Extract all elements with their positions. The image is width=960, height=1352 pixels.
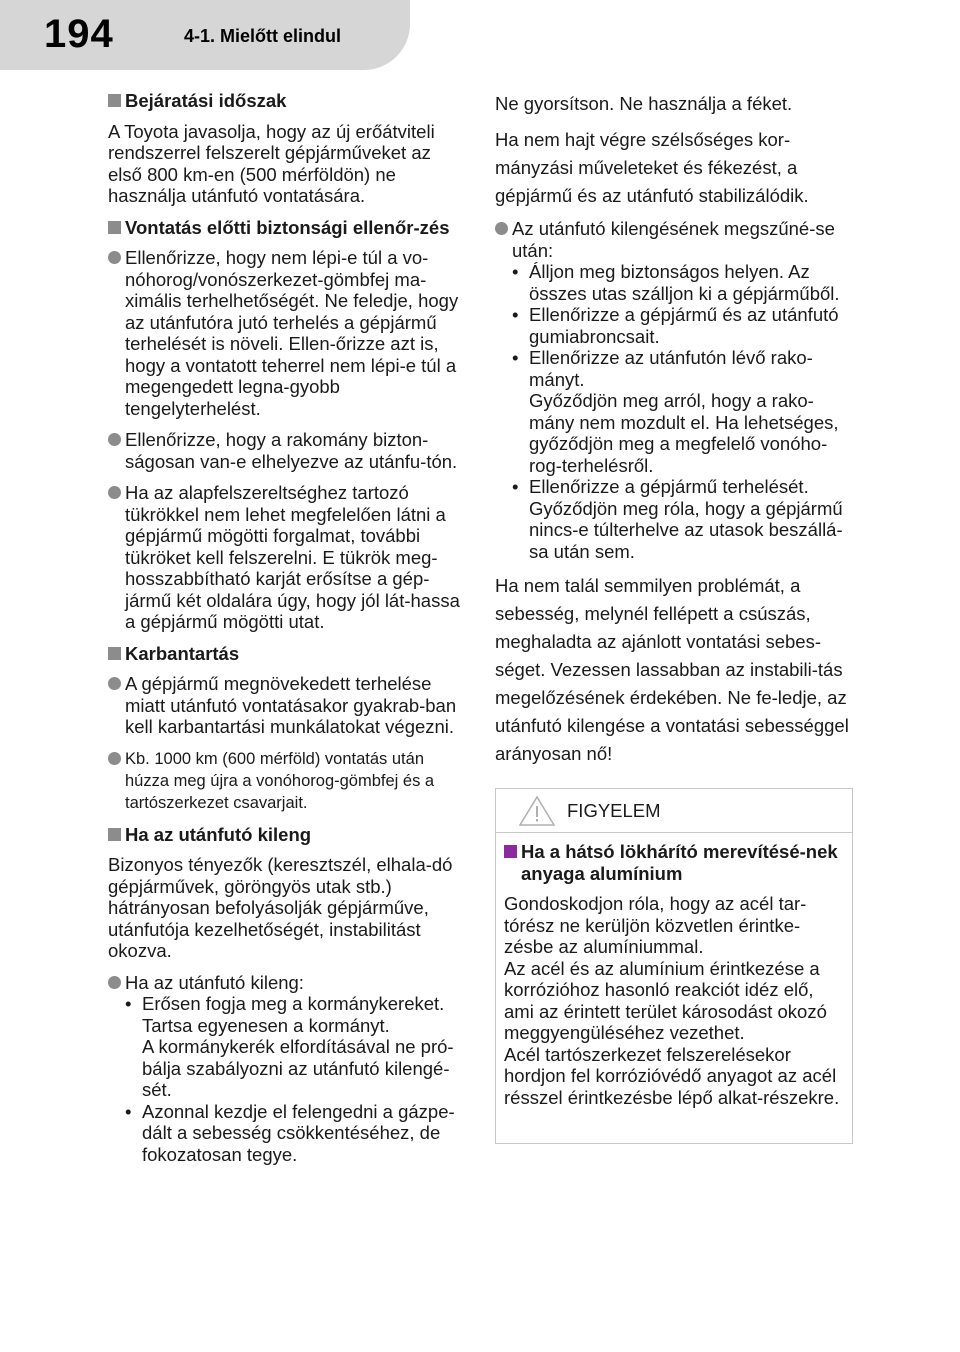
left-column	[108, 90, 466, 1165]
paragraph-speed-conclusion: Ha nem talál semmilyen problémát, a sebesség, melynél fellépett a csúszás, meghaladta az ajánlott vontatási sebes-séget. Vezessen lassabban az instabili-tás megelőzésének érdekében. Ne fe-ledje, az utánfutó kilengése a vontatási sebességgel arányosan nő!	[495, 575, 849, 764]
paragraph-no-accelerate: Ne gyorsítson. Ne használja a féket.	[495, 93, 793, 114]
heading-sway: Ha az utánfutó kileng	[108, 824, 466, 846]
bullet-after-sway-text: Az utánfutó kilengésének megszűné-se után:	[512, 218, 835, 261]
bullet-hitch-load: Ellenőrizze, hogy nem lépi-e túl a vo-nóhorog/vonószerkezet-gömbfej ma-ximális terhelhetőségét. Ne feledje, hogy az utánfutóra jutó terhelés a gépjármű terhelését is növeli. Ellen-őrizze azt is, hogy a vontatott teherrel nem lépi-e túl a megengedett legna-gyobb tengelyterhelést.	[108, 247, 466, 419]
sub-item-vehicle-load	[512, 476, 857, 562]
warning-header	[496, 789, 852, 833]
paragraph-break-in: A Toyota javasolja, hogy az új erőátviteli rendszerrel felszerelt gépjárműveket az első 800 km-en (500 mérföldön) ne használja utánfutó vontatására.	[108, 120, 435, 206]
bullet-maintenance: A gépjármű megnövekedett terhelése miatt utánfutó vontatásakor gyakrab-ban kell karbantartási munkálatokat végezni.	[108, 673, 466, 738]
warning-heading: Ha a hátsó lökhárító merevítésé-nek anyaga alumínium	[504, 841, 844, 884]
sub-item-cargo-note: Győződjön meg arról, hogy a rako-mány nem mozdult el. Ha lehetséges, győződjön meg a megfelelő vonóho-rog-terhelésről.	[529, 390, 839, 476]
warning-title: FIGYELEM	[567, 800, 661, 821]
bullet-after-sway	[495, 218, 857, 562]
sub-item-cargo-text: • Ellenőrizze az utánfutón lévő rako-mányt.	[529, 347, 813, 390]
bullet-retighten: Kb. 1000 km (600 mérföld) vontatás után húzza meg újra a vonóhorog-gömbfej és a tartószerkezet csavarjait.	[108, 748, 466, 814]
heading-break-in: Bejáratási időszak	[108, 90, 466, 112]
warning-box	[495, 788, 853, 1144]
right-column	[495, 90, 857, 776]
warning-body	[496, 833, 852, 1108]
bullet-mirrors: Ha az alapfelszereltséghez tartozó tükrökkel nem lehet megfelelően látni a gépjármű mögötti forgalmat, további tükröket kell felszerelni. E tükrök meg-hosszabbítható karját erősítse a gép-jármű két oldalára úgy, hogy jól lát-hassa a gépjármű mögötti utat.	[108, 482, 466, 633]
sub-item-throttle: • Azonnal kezdje el felengedni a gázpe-dált a sebesség csökkentéséhez, de fokozatosan tegye.	[125, 1101, 466, 1166]
sub-item-steering-text: • Erősen fogja meg a kormánykereket. Tartsa egyenesen a kormányt.	[142, 993, 445, 1036]
sub-item-steering	[125, 993, 466, 1101]
warning-paragraph-2: Az acél és az alumínium érintkezése a korrózióhoz hasonló reakciót idéz elő, ami az érintett terület károsodást okozó meggyengüléséhez vezethet.	[504, 957, 827, 1043]
sub-item-stop: • Álljon meg biztonságos helyen. Az összes utas szálljon ki a gépjárműből.	[512, 261, 857, 304]
warning-triangle-icon	[518, 795, 556, 827]
bullet-cargo-secure: Ellenőrizze, hogy a rakomány bizton-ságosan van-e elhelyezve az utánfu-tón.	[108, 429, 466, 472]
heading-pre-towing-check: Vontatás előtti biztonsági ellenőr-zés	[108, 217, 466, 239]
heading-maintenance: Karbantartás	[108, 643, 466, 665]
sub-item-cargo	[512, 347, 857, 476]
paragraph-sway: Bizonyos tényezők (keresztszél, elhala-dó gépjárművek, göröngyös utak stb.) hátrányosan befolyásolják gépjárműve, utánfutója kezelhetőségét, instabilitást okozva.	[108, 854, 453, 961]
sub-item-vehicle-load-note: Győződjön meg róla, hogy a gépjármű nincs-e túlterhelve az utasok beszállá-sa után sem.	[529, 497, 843, 562]
page-number: 194	[44, 12, 114, 56]
sub-item-tires: • Ellenőrizze a gépjármű és az utánfutó gumiabroncsait.	[512, 304, 857, 347]
warning-paragraph-3: Acél tartószerkezet felszerelésekor hordjon fel korrózióvédő anyagot az acél résszel érintkezésbe lépő alkat-részekre.	[504, 1043, 840, 1108]
section-title: 4-1. Mielőtt elindul	[184, 26, 342, 46]
sub-item-steering-note: A kormánykerék elfordításával ne pró-bálja szabályozni az utánfutó kilengé-sét.	[142, 1036, 454, 1100]
warning-paragraph-1: Gondoskodjon róla, hogy az acél tar-tórész ne kerüljön közvetlen érintke-zésbe az alumíniummal.	[504, 893, 807, 957]
sub-item-vehicle-load-text: • Ellenőrizze a gépjármű terhelését.	[529, 476, 809, 497]
bullet-if-sway	[108, 972, 466, 1166]
bullet-if-sway-text: Ha az utánfutó kileng:	[125, 971, 304, 993]
page-header	[0, 0, 960, 76]
paragraph-stabilize: Ha nem hajt végre szélsőséges kor-mányzási műveleteket és fékezést, a gépjármű és az utánfutó stabilizálódik.	[495, 129, 809, 206]
